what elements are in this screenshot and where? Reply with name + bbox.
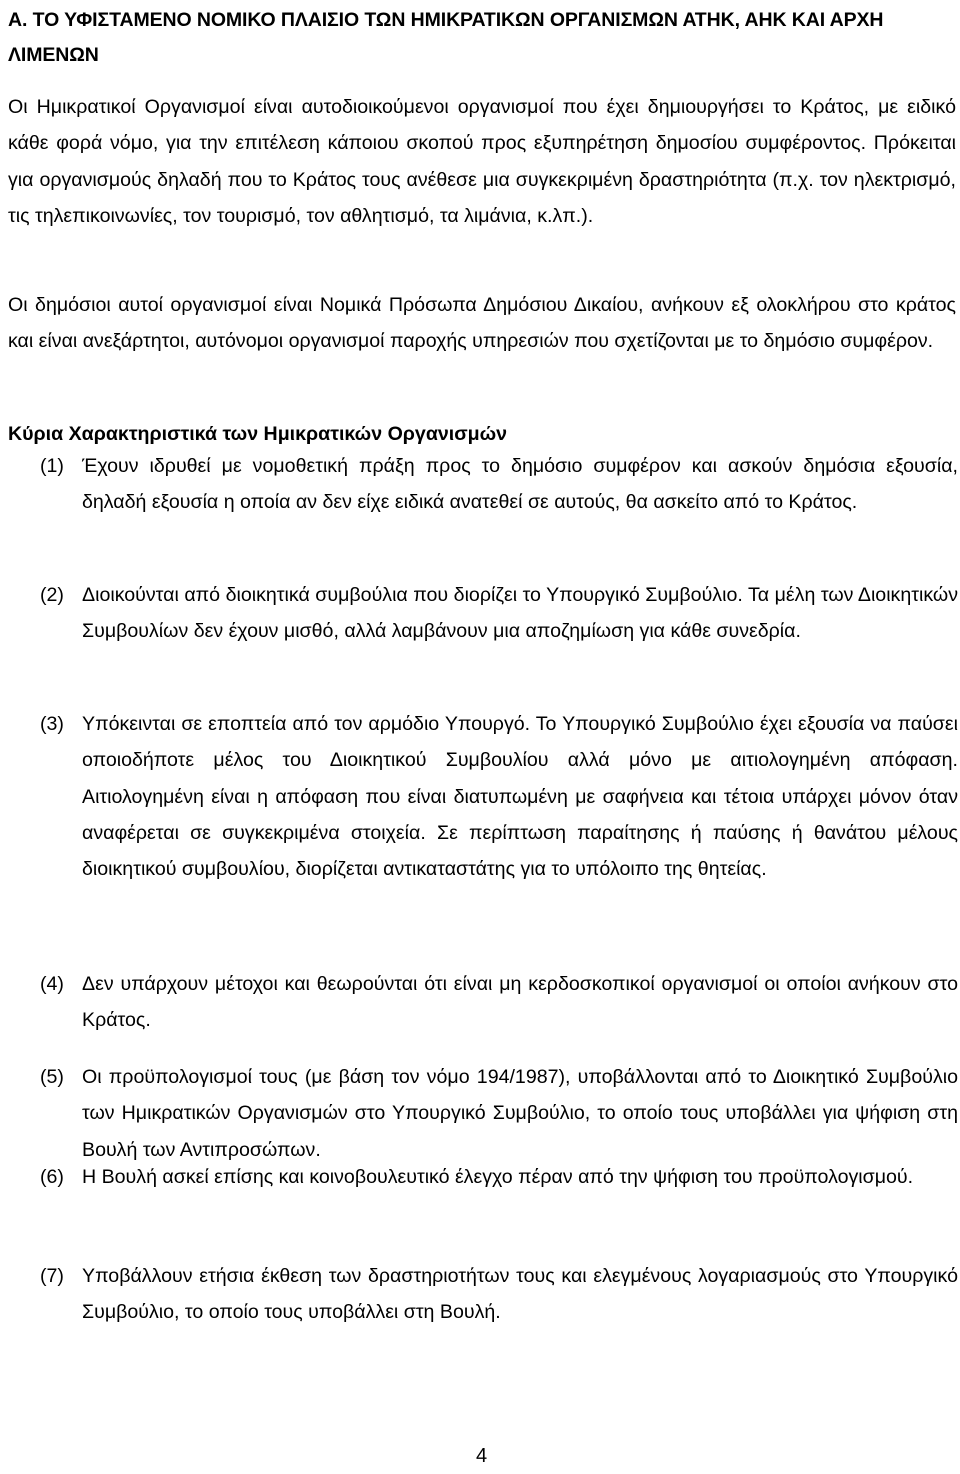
list-item — [40, 966, 958, 1039]
list-item-text: Οι προϋπολογισμοί τους (με βάση τον νόμο 194/1987), υποβάλλονται από το Διοικητικό Συμβούλιο των Ημικρατικών Οργανισμών στο Υπουργικό Συμβούλιο, το οποίο τους υποβάλλει για ψήφιση στη Βουλή των Αντιπροσώπων. — [82, 1066, 958, 1161]
list-item-text: Η Βουλή ασκεί επίσης και κοινοβουλευτικό έλεγχο πέραν από την ψήφιση του προϋπολογισμού. — [82, 1166, 914, 1188]
list-item-number: (4) — [40, 973, 64, 995]
intro-paragraph: Οι Ημικρατικοί Οργανισμοί είναι αυτοδιοικούμενοι οργανισμοί που έχει δημιουργήσει το Κράτος, με ειδικό κάθε φορά νόμο, για την επιτέλεση κάποιου σκοπού προς εξυπηρέτηση δημοσίου συμφέροντος. Πρόκειται για οργανισμούς δηλαδή που το Κράτος τους ανέθεσε μια συγκεκριμένη δραστηριότητα (π.χ. τον ηλεκτρισμό, τις τηλεπικοινωνίες, τον τουρισμό, τον αθλητισμό, τα λιμάνια, κ.λπ.). — [8, 96, 956, 227]
legal-status-paragraph: Οι δημόσιοι αυτοί οργανισμοί είναι Νομικά Πρόσωπα Δημόσιου Δικαίου, ανήκουν εξ ολοκλήρου στο κράτος και είναι ανεξάρτητοι, αυτόνομοι οργανισμοί παροχής υπηρεσιών που σχετίζονται με το δημόσιο συμφέρον. — [8, 294, 956, 353]
list-item-number: (2) — [40, 584, 64, 606]
list-item-text: Υπόκεινται σε εποπτεία από τον αρμόδιο Υπουργό. Το Υπουργικό Συμβούλιο έχει εξουσία να παύσει οποιοδήποτε μέλος του Διοικητικού Συμβουλίου αλλά μόνο με αιτιολογημένη απόφαση. Αιτιολογημένη είναι η απόφαση που είναι διατυπωμένη με σαφήνεια και τέτοια υπάρχει μόνον όταν αναφέρεται σε συγκεκριμένα στοιχεία. Σε περίπτωση παραίτησης ή παύσης ή θανάτου μέλους διοικητικού συμβουλίου, διορίζεται αντικαταστάτης για το υπόλοιπο της θητείας. — [82, 713, 958, 881]
list-item-number: (5) — [40, 1066, 64, 1088]
list-item-number: (1) — [40, 455, 64, 477]
list-item — [40, 577, 958, 650]
list-item-text: Δεν υπάρχουν μέτοχοι και θεωρούνται ότι είναι μη κερδοσκοπικοί οργανισμοί οι οποίοι ανήκουν στο Κράτος. — [82, 973, 958, 1032]
list-item-number: (6) — [40, 1166, 64, 1188]
list-item — [40, 1258, 958, 1331]
page-number: 4 — [475, 1445, 488, 1467]
section-heading: A. ΤΟ ΥΦΙΣΤΑΜΕΝΟ ΝΟΜΙΚΟ ΠΛΑΙΣΙΟ ΤΩΝ ΗΜΙΚΡΑΤΙΚΩΝ ΟΡΓΑΝΙΣΜΩΝ ΑΤΗΚ, ΑΗΚ ΚΑΙ ΑΡΧΗ ΛΙΜΕΝΩΝ — [8, 9, 884, 66]
list-item-text: Διοικούνται από διοικητικά συμβούλια που διορίζει το Υπουργικό Συμβούλιο. Τα μέλη των Διοικητικών Συμβουλίων δεν έχουν μισθό, αλλά λαμβάνουν μια αποζημίωση για κάθε συνεδρία. — [82, 584, 958, 643]
list-item — [40, 448, 958, 521]
characteristics-subheading: Κύρια Χαρακτηριστικά των Ημικρατικών Οργανισμών — [8, 423, 508, 445]
list-item-text: Υποβάλλουν ετήσια έκθεση των δραστηριοτήτων τους και ελεγμένους λογαριασμούς στο Υπουργικό Συμβούλιο, το οποίο τους υποβάλλει στη Βουλή. — [82, 1265, 958, 1324]
list-item-text: Έχουν ιδρυθεί με νομοθετική πράξη προς το δημόσιο συμφέρον και ασκούν δημόσια εξουσία, δηλαδή εξουσία η οποία αν δεν είχε ειδικά ανατεθεί σε αυτούς, θα ασκείτο από το Κράτος. — [82, 455, 958, 514]
list-item — [40, 1159, 958, 1195]
list-item — [40, 706, 958, 887]
list-item-number: (7) — [40, 1265, 64, 1287]
list-item — [40, 1059, 958, 1168]
list-item-number: (3) — [40, 713, 64, 735]
